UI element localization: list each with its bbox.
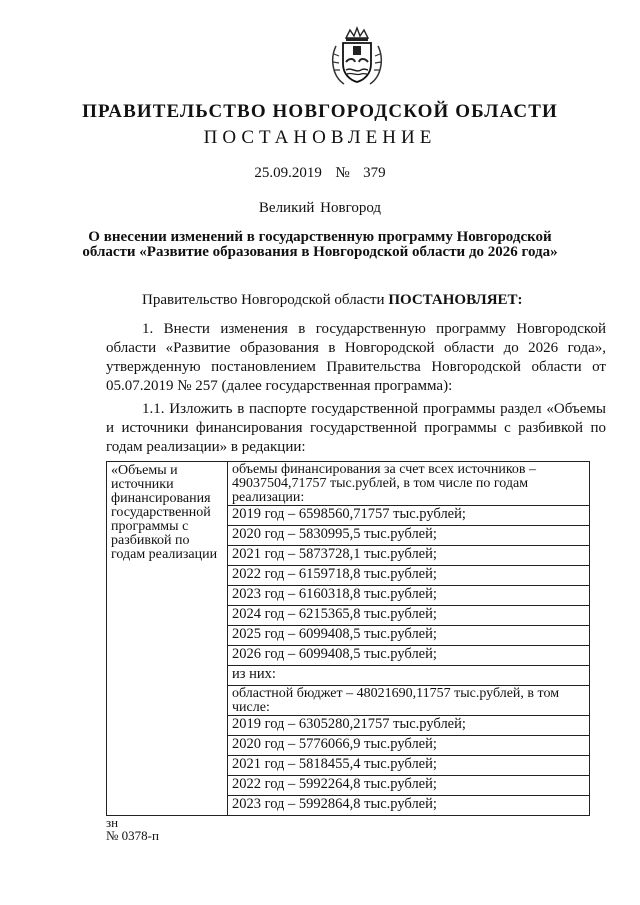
registry-number: № 0378-п xyxy=(106,828,159,843)
table-row: 2019 год – 6598560,71757 тыс.рублей; xyxy=(228,506,589,526)
table-row: 2024 год – 6215365,8 тыс.рублей; xyxy=(228,606,589,626)
table-row: 2026 год – 6099408,5 тыс.рублей; xyxy=(228,646,589,666)
table-row: 2025 год – 6099408,5 тыс.рублей; xyxy=(228,626,589,646)
city-name: Великий Новгород xyxy=(258,200,382,216)
intro-paragraph xyxy=(106,291,606,310)
item-1-paragraph: 1. Внести изменения в государственную программу Новгородской области «Развитие образования в Новгородской области до 2026 года», утвержденную постановлением Правительства Новгородской области от 05.07.2019 № 257 (далее государственная программа): xyxy=(106,321,606,394)
table-row: 2023 год – 6160318,8 тыс.рублей; xyxy=(228,586,589,606)
subject-line-1: О внесении изменений в государственную программу Новгородской xyxy=(88,229,552,245)
item-1-1-paragraph: 1.1. Изложить в паспорте государственной программы раздел «Объемы и источники финансирования государственной программы с разбивкой по годам реализации» в редакции: xyxy=(106,401,606,455)
decree-date: 25.09.2019 xyxy=(254,165,322,181)
intro-bold-word: ПОСТАНОВЛЯЕТ: xyxy=(388,292,523,308)
document-type: ПОСТАНОВЛЕНИЕ xyxy=(203,127,437,148)
table-row: 2021 год – 5873728,1 тыс.рублей; xyxy=(228,546,589,566)
author-initials: зн xyxy=(106,815,119,830)
government-name: ПРАВИТЕЛЬСТВО НОВГОРОДСКОЙ ОБЛАСТИ xyxy=(82,101,558,122)
financing-values-list xyxy=(228,462,589,815)
table-row: 2019 год – 6305280,21757 тыс.рублей; xyxy=(228,716,589,736)
date-number-line xyxy=(0,165,640,182)
table-row: из них: xyxy=(228,666,589,686)
coat-of-arms-icon xyxy=(326,24,388,88)
table-row: 2021 год – 5818455,4 тыс.рублей; xyxy=(228,756,589,776)
table-row: 2023 год – 5992864,8 тыс.рублей; xyxy=(232,796,437,812)
table-row: 2022 год – 5992264,8 тыс.рублей; xyxy=(228,776,589,796)
table-row: объемы финансирования за счет всех источников – 49037504,71757 тыс.рублей, в том числе по годам реализации: xyxy=(228,462,589,506)
decree-number: 379 xyxy=(363,165,386,181)
table-row: 2020 год – 5830995,5 тыс.рублей; xyxy=(228,526,589,546)
financing-values-cell xyxy=(228,462,590,816)
financing-table xyxy=(106,461,590,816)
decree-subject xyxy=(0,230,640,260)
subject-line-2: области «Развитие образования в Новгородской области до 2026 года» xyxy=(82,244,558,260)
financing-label-cell: «Объемы и источники финансирования государственной программы с разбивкой по годам реализации xyxy=(107,462,228,816)
intro-text: Правительство Новгородской области xyxy=(142,292,389,308)
table-row: 2022 год – 6159718,8 тыс.рублей; xyxy=(228,566,589,586)
document-footer xyxy=(106,816,159,842)
table-row: 2020 год – 5776066,9 тыс.рублей; xyxy=(228,736,589,756)
table-row: областной бюджет – 48021690,11757 тыс.рублей, в том числе: xyxy=(228,686,589,716)
number-sign: № xyxy=(335,165,350,181)
